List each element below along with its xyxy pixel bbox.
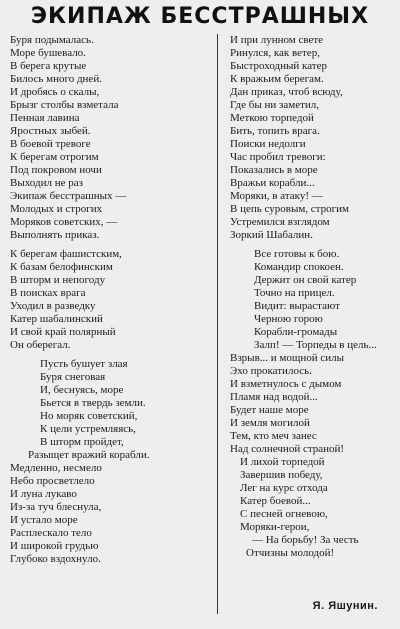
poem-line: Катер боевой...: [240, 495, 311, 507]
author-signature: Я. Яшунин.: [312, 600, 378, 612]
poem-line: И луна лукаво: [10, 488, 77, 500]
poem-line: И, беснуясь, море: [40, 384, 124, 396]
poem-line: Яростных зыбей.: [10, 125, 91, 137]
column-divider: [217, 34, 218, 614]
poem-line: Медленно, несмело: [10, 462, 102, 474]
poem-line: К цели устремляясь,: [40, 423, 136, 435]
poem-line: В цепь суровым, строгим: [230, 203, 349, 215]
poem-line: Но моряк советский,: [40, 410, 138, 422]
poem-line: Моряки-герои,: [240, 521, 310, 533]
poem-line: И широкой грудью: [10, 540, 99, 552]
poem-line: Бьется в твердь земли.: [40, 397, 146, 409]
poem-line: И земля могилой: [230, 417, 310, 429]
poem-line: Уходил в разведку: [10, 300, 96, 312]
poem-line: И устало море: [10, 514, 78, 526]
poem-line: Выполнять приказ.: [10, 229, 100, 241]
poem-line: Под покровом ночи: [10, 164, 102, 176]
poem-line: Видит: вырастают: [254, 300, 340, 312]
poem-line: Быстроходный катер: [230, 60, 327, 72]
poem-line: Ринулся, как ветер,: [230, 47, 320, 59]
poem-line: Билось много дней.: [10, 73, 102, 85]
poem-line: Точно на прицел.: [254, 287, 335, 299]
poem-line: Брызг столбы взметала: [10, 99, 119, 111]
poem-line: И лихой торпедой: [240, 456, 325, 468]
poem-line: В берега крутые: [10, 60, 87, 72]
poem-line: Над солнечной страной!: [230, 443, 345, 455]
poem-line: Держит он свой катер: [254, 274, 357, 286]
poem-line: Выходил не раз: [10, 177, 83, 189]
poem-line: Завершив победу,: [240, 469, 323, 481]
poem-line: Моряков советских, —: [10, 216, 118, 228]
poem-line: В поисках врага: [10, 287, 86, 299]
poem-line: Моряки, в атаку! —: [230, 190, 323, 202]
poem-line: В шторм и непогоду: [10, 274, 106, 286]
poem-line: Буря подымалась.: [10, 34, 94, 46]
poem-line: Черною горою: [254, 313, 323, 325]
poem-line: В шторм пройдет,: [40, 436, 124, 448]
poem-line: Тем, кто меч занес: [230, 430, 317, 442]
poem-line: Экипаж бесстрашных —: [10, 190, 127, 202]
poem-line: Взрыв... и мощной силы: [230, 352, 345, 364]
poem-line: И взметнулось с дымом: [230, 378, 342, 390]
poem-line: Пенная лавина: [10, 112, 80, 124]
poem-line: Молодых и строгих: [10, 203, 103, 215]
poem-line: Залп! — Торпеды в цель...: [254, 339, 377, 351]
poem-line: К вражьим берегам.: [230, 73, 324, 85]
poem-line: С песней огневою,: [240, 508, 328, 520]
poem-line: Где бы ни заметил,: [230, 99, 320, 111]
poem-line: Лег на курс отхода: [240, 482, 328, 494]
poem-line: Корабли-громады: [254, 326, 338, 338]
poem-line: Дан приказ, чтоб всюду,: [230, 86, 343, 98]
poem-line: Море бушевало.: [10, 47, 86, 59]
poem-line: К берегам отрогим: [10, 151, 99, 163]
right-column: [230, 34, 398, 560]
poem-line: В боевой тревоге: [10, 138, 91, 150]
poem-line: Буря снеговая: [40, 371, 106, 383]
poem-line: Эхо прокатилось.: [230, 365, 312, 377]
poem-line: Расплескало тело: [10, 527, 92, 539]
poem-line: К берегам фашистским,: [10, 248, 122, 260]
poem-line: Будет наше море: [230, 404, 309, 416]
poem-line: Бить, топить врага.: [230, 125, 320, 137]
poem-line: — На борьбу! За честь: [252, 534, 359, 546]
poem-line: Он оберегал.: [10, 339, 71, 351]
poem-line: Катер шабалинский: [10, 313, 103, 325]
poem-line: Показались в море: [230, 164, 318, 176]
poem-line: Из-за туч блеснула,: [10, 501, 102, 513]
poem-line: Все готовы к бою.: [254, 248, 340, 260]
poem-line: Пламя над водой...: [230, 391, 318, 403]
poem-line: Пусть бушует злая: [40, 358, 128, 370]
poem-line: К базам белофинским: [10, 261, 113, 273]
poem-line: Устремился взглядом: [230, 216, 330, 228]
poem-line: Поиски недолги: [230, 138, 306, 150]
poem-line: Небо просветлело: [10, 475, 95, 487]
poem-line: И дробясь о скалы,: [10, 86, 100, 98]
poem-line: Отчизны молодой!: [246, 547, 335, 559]
poem-line: Командир спокоен.: [254, 261, 344, 273]
poem-line: Вражьи корабли...: [230, 177, 315, 189]
poem-line: Разыщет вражий корабли.: [28, 449, 150, 461]
poem-line: Зоркий Шабалин.: [230, 229, 313, 241]
poem-line: Час пробил тревоги:: [230, 151, 326, 163]
poem-line: И при лунном свете: [230, 34, 324, 46]
poem-line: И свой край полярный: [10, 326, 116, 338]
poem-title: ЭКИПАЖ БЕССТРАШНЫХ: [30, 4, 370, 29]
poem-line: Меткою торпедой: [230, 112, 314, 124]
poem-line: Глубоко вздохнуло.: [10, 553, 101, 565]
left-column: [10, 34, 210, 566]
